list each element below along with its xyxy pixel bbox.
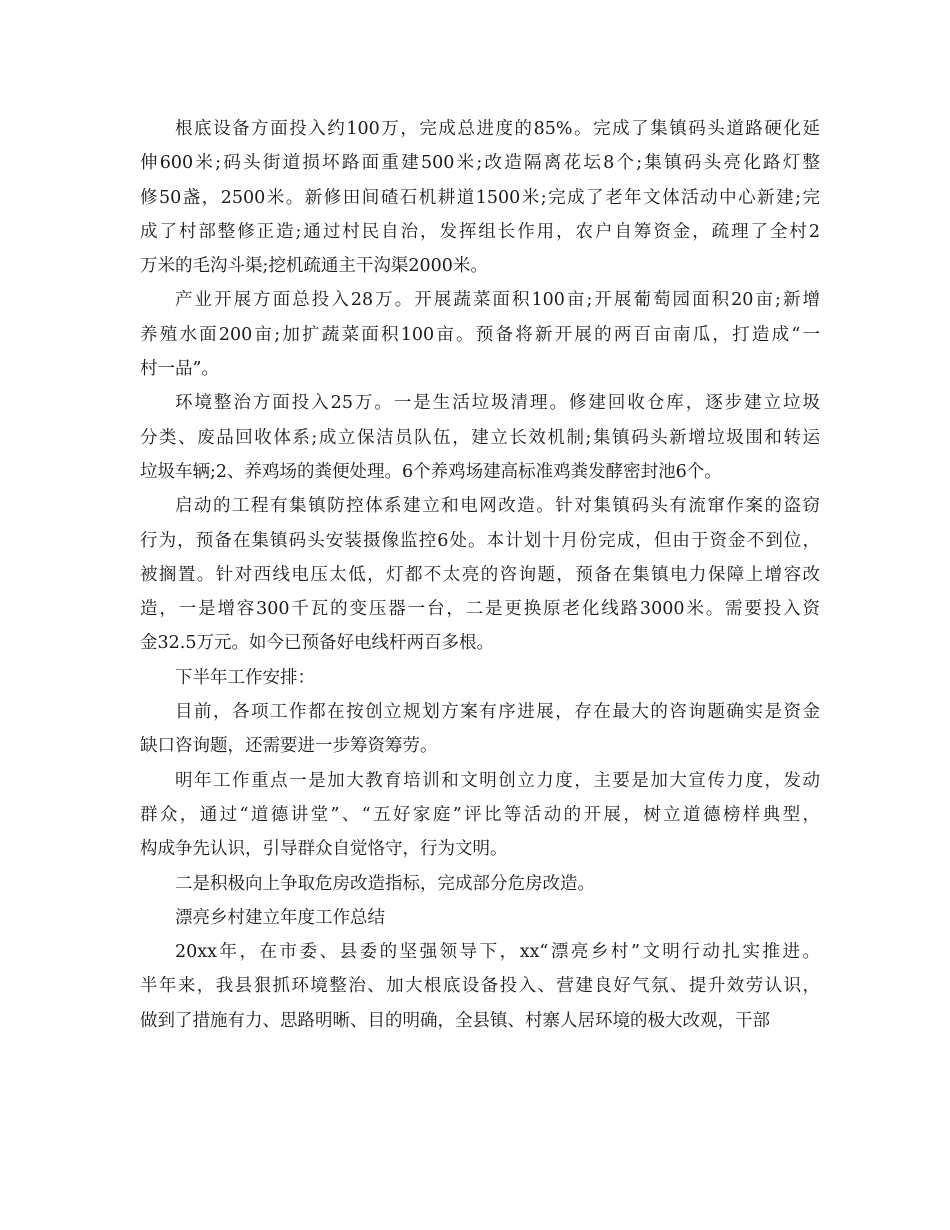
text-line: 下半年工作安排： [175,667,315,688]
text-line: 伸600米;码头街道损坏路面重建500米;改造隔离花坛8个;集镇码头亮化路灯整 [140,153,820,174]
paragraph [140,661,820,695]
text-line: 根底设备方面投入约100万，完成总进度的85%。完成了集镇码头道路硬化延 [175,119,820,139]
text-line: 行为，预备在集镇码头安装摄像监控6处。本计划十月份完成，但由于资金不到位， [140,530,820,551]
text-line: 二是积极向上争取危房改造指标，完成部分危房改造。 [175,873,595,894]
text-line: 被搁置。针对西线电压太低，灯都不太亮的咨询题，预备在集镇电力保障上增容改 [140,564,820,585]
paragraph [140,386,820,489]
paragraph [140,489,820,660]
text-line: 环境整治方面投入25万。一是生活垃圾清理。修建回收仓库，逐步建立垃圾 [175,393,820,414]
paragraph [140,867,820,901]
text-line: 构成争先认识，引导群众自觉恪守，行为文明。 [140,839,508,860]
document-body [140,112,820,1038]
text-line: 成了村部整修正造;通过村民自治，发挥组长作用，农户自筹资金，疏理了全村2 [140,221,820,242]
text-line: 产业开展方面总投入28万。开展蔬菜面积100亩;开展葡萄园面积20亩;新增 [175,290,820,311]
text-line: 缺口咨询题，还需要进一步筹资筹劳。 [140,736,438,757]
text-line: 垃圾车辆;2、养鸡场的粪便处理。6个养鸡场建高标准鸡粪发酵密封池6个。 [140,461,722,482]
text-line: 群众，通过“道德讲堂”、“五好家庭”评比等活动的开展，树立道德榜样典型， [140,804,820,825]
paragraph [140,901,820,935]
text-line: 造，一是增容300千瓦的变压器一台，二是更换原老化线路3000米。需要投入资 [140,599,820,620]
paragraph [140,283,820,386]
text-line: 养殖水面200亩;加扩蔬菜面积100亩。预备将新开展的两百亩南瓜，打造成“一 [140,324,820,345]
text-line: 目前，各项工作都在按创立规划方案有序进展，存在最大的咨询题确实是资金 [175,702,820,723]
text-line: 修50盏，2500米。新修田间碴石机耕道1500米;完成了老年文体活动中心新建;完 [140,187,820,208]
text-line: 20xx年，在市委、县委的坚强领导下，xx“漂亮乡村”文明行动扎实推进。 [175,942,820,963]
paragraph [140,695,820,764]
text-line: 村一品”。 [140,359,219,380]
text-line: 金32.5万元。如今已预备好电线杆两百多根。 [140,633,494,654]
paragraph [140,935,820,1038]
text-line: 明年工作重点一是加大教育培训和文明创立力度，主要是加大宣传力度，发动 [175,770,820,791]
text-line: 做到了措施有力、思路明晰、目的明确，全县镇、村寨人居环境的极大改观，干部 [140,1010,770,1031]
text-line: 半年来，我县狠抓环境整治、加大根底设备投入、营建良好气氛、提升效劳认识， [140,976,820,997]
paragraph [140,764,820,867]
text-line: 万米的毛沟斗渠;挖机疏通主干沟渠2000米。 [140,256,488,277]
text-line: 分类、废品回收体系;成立保洁员队伍，建立长效机制;集镇码头新增垃圾围和转运 [140,427,820,448]
text-line: 漂亮乡村建立年度工作总结 [175,907,385,928]
text-line: 启动的工程有集镇防控体系建立和电网改造。针对集镇码头有流窜作案的盗窃 [175,496,820,517]
paragraph [140,112,820,283]
